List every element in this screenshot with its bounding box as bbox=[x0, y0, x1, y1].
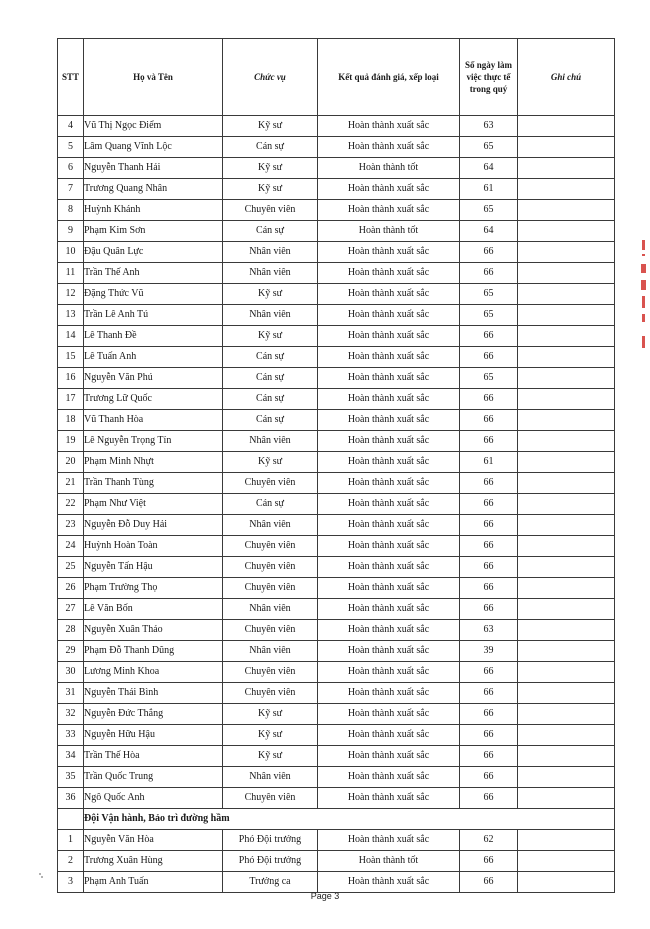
cell-result: Hoàn thành xuất sắc bbox=[318, 242, 460, 263]
table-body bbox=[58, 116, 615, 893]
table-row bbox=[58, 851, 615, 872]
cell-stt: 13 bbox=[58, 305, 84, 326]
cell-days: 66 bbox=[460, 557, 518, 578]
cell-note bbox=[518, 599, 615, 620]
cell-days: 66 bbox=[460, 704, 518, 725]
cell-note bbox=[518, 662, 615, 683]
cell-note bbox=[518, 473, 615, 494]
cell-result: Hoàn thành xuất sắc bbox=[318, 599, 460, 620]
cell-position: Kỹ sư bbox=[223, 116, 318, 137]
cell-position: Cán sự bbox=[223, 347, 318, 368]
cell-name: Lê Văn Bốn bbox=[84, 599, 223, 620]
column-header-result: Kết quả đánh giá, xếp loại bbox=[318, 39, 460, 116]
cell-days: 66 bbox=[460, 389, 518, 410]
cell-name: Huỳnh Hoàn Toàn bbox=[84, 536, 223, 557]
cell-result: Hoàn thành xuất sắc bbox=[318, 137, 460, 158]
cell-name: Nguyễn Hữu Hậu bbox=[84, 725, 223, 746]
cell-stt: 6 bbox=[58, 158, 84, 179]
cell-name: Nguyễn Đức Thắng bbox=[84, 704, 223, 725]
cell-result: Hoàn thành tốt bbox=[318, 158, 460, 179]
cell-stt: 25 bbox=[58, 557, 84, 578]
table-row bbox=[58, 284, 615, 305]
edge-stamp-mark bbox=[641, 240, 647, 350]
cell-note bbox=[518, 830, 615, 851]
cell-position: Cán sự bbox=[223, 368, 318, 389]
cell-days: 66 bbox=[460, 326, 518, 347]
cell-position: Nhân viên bbox=[223, 242, 318, 263]
cell-days: 66 bbox=[460, 872, 518, 893]
cell-result: Hoàn thành xuất sắc bbox=[318, 200, 460, 221]
cell-name: Huỳnh Khánh bbox=[84, 200, 223, 221]
table-row bbox=[58, 179, 615, 200]
cell-stt: 29 bbox=[58, 641, 84, 662]
cell-name: Phạm Đỗ Thanh Dũng bbox=[84, 641, 223, 662]
cell-stt: 19 bbox=[58, 431, 84, 452]
cell-days: 66 bbox=[460, 578, 518, 599]
evaluation-table bbox=[57, 38, 615, 893]
cell-name: Nguyễn Đỗ Duy Hải bbox=[84, 515, 223, 536]
cell-name: Phạm Như Việt bbox=[84, 494, 223, 515]
table-row bbox=[58, 767, 615, 788]
cell-position: Kỹ sư bbox=[223, 158, 318, 179]
cell-note bbox=[518, 305, 615, 326]
cell-stt: 24 bbox=[58, 536, 84, 557]
table-row bbox=[58, 263, 615, 284]
cell-name: Phạm Trường Thọ bbox=[84, 578, 223, 599]
cell-days: 39 bbox=[460, 641, 518, 662]
table-row bbox=[58, 410, 615, 431]
cell-days: 66 bbox=[460, 431, 518, 452]
column-header-note: Ghi chú bbox=[518, 39, 615, 116]
cell-result: Hoàn thành xuất sắc bbox=[318, 431, 460, 452]
cell-result: Hoàn thành xuất sắc bbox=[318, 179, 460, 200]
column-header-stt: STT bbox=[58, 39, 84, 116]
cell-note bbox=[518, 746, 615, 767]
cell-result: Hoàn thành xuất sắc bbox=[318, 662, 460, 683]
cell-position: Chuyên viên bbox=[223, 578, 318, 599]
table-row bbox=[58, 116, 615, 137]
table-row bbox=[58, 221, 615, 242]
cell-position: Trưởng ca bbox=[223, 872, 318, 893]
cell-stt: 23 bbox=[58, 515, 84, 536]
cell-note bbox=[518, 347, 615, 368]
section-stt-cell bbox=[58, 809, 84, 830]
cell-note bbox=[518, 326, 615, 347]
cell-note bbox=[518, 725, 615, 746]
cell-days: 66 bbox=[460, 410, 518, 431]
table-row bbox=[58, 830, 615, 851]
cell-stt: 10 bbox=[58, 242, 84, 263]
column-header-days: Số ngày làm việc thực tế trong quý bbox=[460, 39, 518, 116]
cell-stt: 2 bbox=[58, 851, 84, 872]
cell-note bbox=[518, 116, 615, 137]
cell-name: Trần Thế Hòa bbox=[84, 746, 223, 767]
speck bbox=[39, 873, 41, 875]
cell-stt: 31 bbox=[58, 683, 84, 704]
cell-stt: 18 bbox=[58, 410, 84, 431]
cell-stt: 30 bbox=[58, 662, 84, 683]
table-row bbox=[58, 683, 615, 704]
cell-name: Trần Thanh Tùng bbox=[84, 473, 223, 494]
cell-position: Cán sự bbox=[223, 389, 318, 410]
cell-stt: 22 bbox=[58, 494, 84, 515]
cell-name: Lê Tuấn Anh bbox=[84, 347, 223, 368]
cell-stt: 1 bbox=[58, 830, 84, 851]
cell-stt: 21 bbox=[58, 473, 84, 494]
cell-note bbox=[518, 536, 615, 557]
cell-days: 66 bbox=[460, 347, 518, 368]
cell-stt: 14 bbox=[58, 326, 84, 347]
cell-days: 66 bbox=[460, 662, 518, 683]
cell-name: Ngô Quốc Anh bbox=[84, 788, 223, 809]
cell-note bbox=[518, 410, 615, 431]
cell-days: 62 bbox=[460, 830, 518, 851]
cell-name: Lê Nguyễn Trọng Tín bbox=[84, 431, 223, 452]
cell-stt: 8 bbox=[58, 200, 84, 221]
cell-days: 65 bbox=[460, 368, 518, 389]
cell-name: Vũ Thanh Hòa bbox=[84, 410, 223, 431]
table-row bbox=[58, 536, 615, 557]
table-row bbox=[58, 599, 615, 620]
table-row bbox=[58, 725, 615, 746]
cell-days: 66 bbox=[460, 599, 518, 620]
cell-position: Cán sự bbox=[223, 137, 318, 158]
cell-name: Đậu Quân Lực bbox=[84, 242, 223, 263]
table-row bbox=[58, 704, 615, 725]
cell-name: Phạm Anh Tuấn bbox=[84, 872, 223, 893]
cell-position: Chuyên viên bbox=[223, 620, 318, 641]
cell-days: 65 bbox=[460, 137, 518, 158]
cell-name: Vũ Thị Ngọc Điểm bbox=[84, 116, 223, 137]
cell-stt: 11 bbox=[58, 263, 84, 284]
table-header bbox=[58, 39, 615, 116]
cell-days: 66 bbox=[460, 242, 518, 263]
cell-name: Nguyễn Văn Phú bbox=[84, 368, 223, 389]
cell-days: 66 bbox=[460, 788, 518, 809]
cell-days: 63 bbox=[460, 116, 518, 137]
cell-result: Hoàn thành xuất sắc bbox=[318, 683, 460, 704]
cell-note bbox=[518, 284, 615, 305]
cell-note bbox=[518, 389, 615, 410]
cell-note bbox=[518, 641, 615, 662]
cell-days: 66 bbox=[460, 851, 518, 872]
cell-days: 65 bbox=[460, 200, 518, 221]
cell-position: Cán sự bbox=[223, 494, 318, 515]
cell-note bbox=[518, 620, 615, 641]
cell-position: Kỹ sư bbox=[223, 725, 318, 746]
cell-note bbox=[518, 683, 615, 704]
cell-note bbox=[518, 494, 615, 515]
cell-position: Chuyên viên bbox=[223, 200, 318, 221]
cell-result: Hoàn thành xuất sắc bbox=[318, 305, 460, 326]
cell-position: Nhân viên bbox=[223, 431, 318, 452]
header-row bbox=[58, 39, 615, 116]
cell-name: Nguyễn Tấn Hậu bbox=[84, 557, 223, 578]
cell-stt: 15 bbox=[58, 347, 84, 368]
cell-result: Hoàn thành xuất sắc bbox=[318, 641, 460, 662]
cell-position: Phó Đội trưởng bbox=[223, 851, 318, 872]
cell-result: Hoàn thành xuất sắc bbox=[318, 536, 460, 557]
cell-name: Trần Thế Anh bbox=[84, 263, 223, 284]
cell-days: 66 bbox=[460, 746, 518, 767]
cell-note bbox=[518, 179, 615, 200]
cell-position: Chuyên viên bbox=[223, 557, 318, 578]
cell-result: Hoàn thành xuất sắc bbox=[318, 494, 460, 515]
cell-result: Hoàn thành xuất sắc bbox=[318, 872, 460, 893]
cell-note bbox=[518, 851, 615, 872]
cell-position: Cán sự bbox=[223, 410, 318, 431]
cell-result: Hoàn thành xuất sắc bbox=[318, 578, 460, 599]
cell-days: 66 bbox=[460, 725, 518, 746]
table-row bbox=[58, 137, 615, 158]
cell-result: Hoàn thành xuất sắc bbox=[318, 452, 460, 473]
cell-position: Kỹ sư bbox=[223, 746, 318, 767]
table-row bbox=[58, 620, 615, 641]
cell-note bbox=[518, 242, 615, 263]
cell-note bbox=[518, 872, 615, 893]
cell-position: Chuyên viên bbox=[223, 662, 318, 683]
cell-result: Hoàn thành xuất sắc bbox=[318, 284, 460, 305]
cell-stt: 3 bbox=[58, 872, 84, 893]
cell-days: 64 bbox=[460, 158, 518, 179]
column-header-position: Chức vụ bbox=[223, 39, 318, 116]
cell-position: Nhân viên bbox=[223, 641, 318, 662]
cell-days: 66 bbox=[460, 683, 518, 704]
cell-stt: 9 bbox=[58, 221, 84, 242]
cell-result: Hoàn thành xuất sắc bbox=[318, 620, 460, 641]
cell-result: Hoàn thành xuất sắc bbox=[318, 788, 460, 809]
page-number: Page 3 bbox=[310, 891, 340, 901]
cell-name: Nguyễn Thanh Hải bbox=[84, 158, 223, 179]
cell-position: Kỹ sư bbox=[223, 179, 318, 200]
table-row bbox=[58, 326, 615, 347]
table-row bbox=[58, 242, 615, 263]
cell-position: Kỹ sư bbox=[223, 452, 318, 473]
cell-result: Hoàn thành xuất sắc bbox=[318, 410, 460, 431]
cell-days: 61 bbox=[460, 452, 518, 473]
cell-result: Hoàn thành xuất sắc bbox=[318, 116, 460, 137]
cell-days: 66 bbox=[460, 536, 518, 557]
cell-position: Kỹ sư bbox=[223, 284, 318, 305]
cell-stt: 36 bbox=[58, 788, 84, 809]
cell-note bbox=[518, 452, 615, 473]
cell-result: Hoàn thành xuất sắc bbox=[318, 725, 460, 746]
cell-note bbox=[518, 767, 615, 788]
cell-days: 66 bbox=[460, 263, 518, 284]
cell-days: 61 bbox=[460, 179, 518, 200]
cell-position: Kỹ sư bbox=[223, 326, 318, 347]
cell-stt: 33 bbox=[58, 725, 84, 746]
cell-stt: 28 bbox=[58, 620, 84, 641]
cell-name: Trương Lữ Quốc bbox=[84, 389, 223, 410]
cell-result: Hoàn thành xuất sắc bbox=[318, 767, 460, 788]
table-row bbox=[58, 494, 615, 515]
cell-note bbox=[518, 515, 615, 536]
cell-note bbox=[518, 704, 615, 725]
cell-result: Hoàn thành xuất sắc bbox=[318, 389, 460, 410]
cell-stt: 27 bbox=[58, 599, 84, 620]
cell-stt: 5 bbox=[58, 137, 84, 158]
cell-result: Hoàn thành xuất sắc bbox=[318, 830, 460, 851]
table-row bbox=[58, 368, 615, 389]
speck bbox=[41, 876, 43, 878]
cell-stt: 35 bbox=[58, 767, 84, 788]
cell-name: Đặng Thức Vũ bbox=[84, 284, 223, 305]
cell-result: Hoàn thành xuất sắc bbox=[318, 326, 460, 347]
table-row bbox=[58, 158, 615, 179]
cell-result: Hoàn thành xuất sắc bbox=[318, 347, 460, 368]
cell-name: Trương Quang Nhân bbox=[84, 179, 223, 200]
table-row bbox=[58, 872, 615, 893]
table-row bbox=[58, 788, 615, 809]
cell-name: Nguyễn Xuân Thảo bbox=[84, 620, 223, 641]
cell-position: Phó Đội trưởng bbox=[223, 830, 318, 851]
cell-days: 64 bbox=[460, 221, 518, 242]
cell-result: Hoàn thành xuất sắc bbox=[318, 515, 460, 536]
cell-result: Hoàn thành xuất sắc bbox=[318, 704, 460, 725]
cell-result: Hoàn thành xuất sắc bbox=[318, 263, 460, 284]
cell-position: Chuyên viên bbox=[223, 536, 318, 557]
cell-position: Nhân viên bbox=[223, 599, 318, 620]
cell-stt: 17 bbox=[58, 389, 84, 410]
cell-note bbox=[518, 557, 615, 578]
cell-name: Lương Minh Khoa bbox=[84, 662, 223, 683]
table-row bbox=[58, 347, 615, 368]
cell-name: Trương Xuân Hùng bbox=[84, 851, 223, 872]
cell-stt: 12 bbox=[58, 284, 84, 305]
cell-note bbox=[518, 221, 615, 242]
cell-stt: 4 bbox=[58, 116, 84, 137]
cell-stt: 26 bbox=[58, 578, 84, 599]
cell-position: Nhân viên bbox=[223, 263, 318, 284]
cell-stt: 7 bbox=[58, 179, 84, 200]
cell-stt: 32 bbox=[58, 704, 84, 725]
cell-name: Nguyễn Thái Bình bbox=[84, 683, 223, 704]
cell-position: Kỹ sư bbox=[223, 704, 318, 725]
table-row bbox=[58, 389, 615, 410]
section-title: Đội Vận hành, Bảo trì đường hầm bbox=[84, 809, 615, 830]
cell-days: 65 bbox=[460, 305, 518, 326]
table-row bbox=[58, 557, 615, 578]
cell-result: Hoàn thành tốt bbox=[318, 851, 460, 872]
cell-note bbox=[518, 788, 615, 809]
table-row bbox=[58, 641, 615, 662]
cell-name: Nguyễn Văn Hòa bbox=[84, 830, 223, 851]
cell-days: 66 bbox=[460, 494, 518, 515]
cell-note bbox=[518, 368, 615, 389]
section-row bbox=[58, 809, 615, 830]
table-row bbox=[58, 662, 615, 683]
cell-days: 66 bbox=[460, 473, 518, 494]
table-row bbox=[58, 578, 615, 599]
table-row bbox=[58, 746, 615, 767]
cell-days: 63 bbox=[460, 620, 518, 641]
cell-result: Hoàn thành xuất sắc bbox=[318, 473, 460, 494]
table-row bbox=[58, 200, 615, 221]
cell-result: Hoàn thành xuất sắc bbox=[318, 557, 460, 578]
table-row bbox=[58, 431, 615, 452]
cell-note bbox=[518, 431, 615, 452]
cell-name: Lê Thanh Đề bbox=[84, 326, 223, 347]
table-row bbox=[58, 305, 615, 326]
cell-result: Hoàn thành tốt bbox=[318, 221, 460, 242]
cell-note bbox=[518, 137, 615, 158]
cell-name: Phạm Kim Sơn bbox=[84, 221, 223, 242]
table-row bbox=[58, 452, 615, 473]
cell-position: Chuyên viên bbox=[223, 788, 318, 809]
cell-position: Cán sự bbox=[223, 221, 318, 242]
cell-stt: 16 bbox=[58, 368, 84, 389]
cell-name: Lâm Quang Vĩnh Lộc bbox=[84, 137, 223, 158]
cell-name: Trần Quốc Trung bbox=[84, 767, 223, 788]
table-row bbox=[58, 515, 615, 536]
table-row bbox=[58, 473, 615, 494]
column-header-name: Họ và Tên bbox=[84, 39, 223, 116]
cell-name: Trần Lê Anh Tú bbox=[84, 305, 223, 326]
cell-note bbox=[518, 200, 615, 221]
cell-days: 66 bbox=[460, 515, 518, 536]
cell-position: Nhân viên bbox=[223, 305, 318, 326]
cell-position: Chuyên viên bbox=[223, 683, 318, 704]
cell-note bbox=[518, 158, 615, 179]
cell-result: Hoàn thành xuất sắc bbox=[318, 746, 460, 767]
cell-result: Hoàn thành xuất sắc bbox=[318, 368, 460, 389]
cell-stt: 34 bbox=[58, 746, 84, 767]
cell-position: Chuyên viên bbox=[223, 473, 318, 494]
cell-note bbox=[518, 263, 615, 284]
cell-name: Phạm Minh Nhựt bbox=[84, 452, 223, 473]
cell-days: 66 bbox=[460, 767, 518, 788]
cell-days: 65 bbox=[460, 284, 518, 305]
cell-note bbox=[518, 578, 615, 599]
cell-stt: 20 bbox=[58, 452, 84, 473]
cell-position: Nhân viên bbox=[223, 515, 318, 536]
cell-position: Nhân viên bbox=[223, 767, 318, 788]
